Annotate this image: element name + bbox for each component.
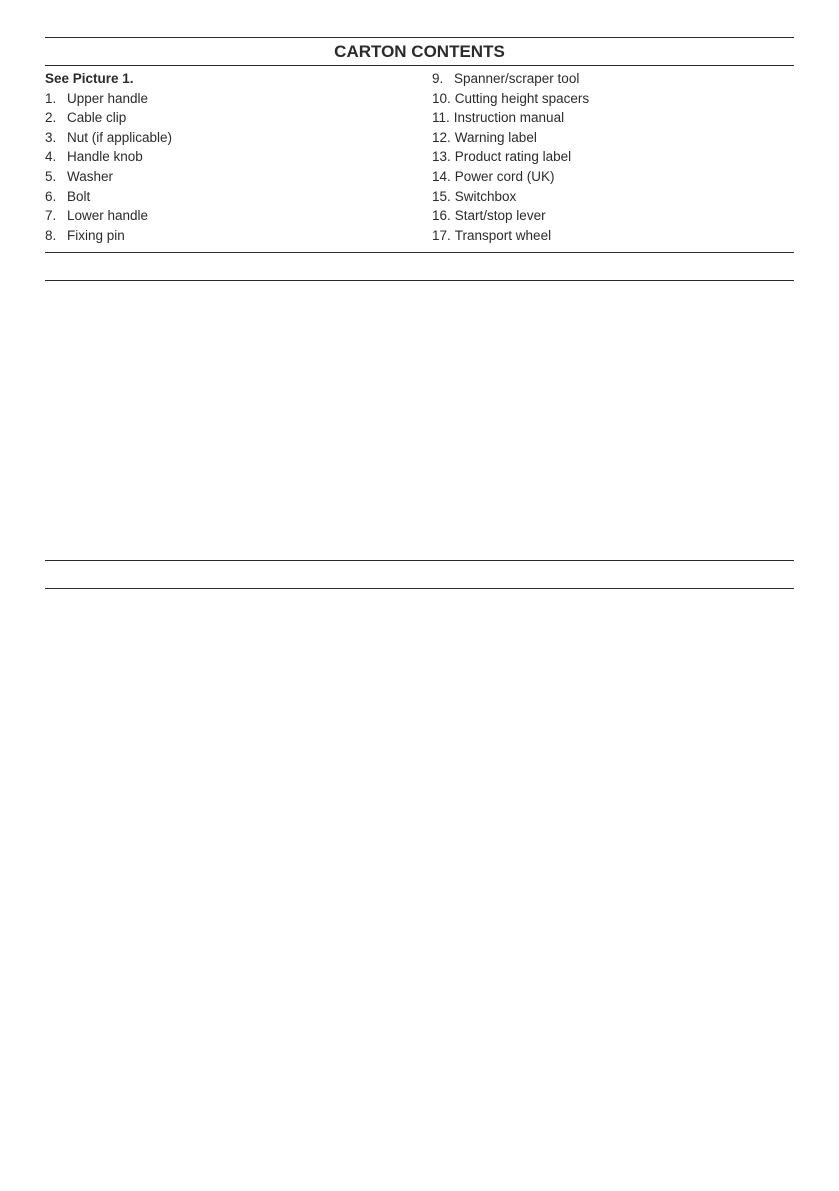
list-item: 2. Cable clip	[45, 110, 127, 126]
section-title: CARTON CONTENTS	[334, 42, 505, 61]
list-item: 14. Power cord (UK)	[432, 168, 555, 184]
list-item: 5. Washer	[45, 168, 114, 184]
list-item: 17. Transport wheel	[432, 227, 552, 243]
contents-right-column	[432, 69, 792, 245]
empty-section-top-rule	[45, 280, 794, 281]
carton-contents-top-rule	[45, 37, 794, 38]
list-item: 4. Handle knob	[45, 149, 143, 165]
second-empty-section-rule	[45, 588, 794, 589]
carton-contents-title-rule	[45, 65, 794, 66]
picture-reference: See Picture 1.	[45, 71, 134, 86]
list-item: 3. Nut (if applicable)	[45, 129, 173, 145]
contents-left-column	[45, 69, 405, 245]
list-item: 10. Cutting height spacers	[432, 90, 590, 106]
carton-contents-bottom-rule	[45, 252, 794, 253]
list-item: 16. Start/stop lever	[432, 208, 546, 224]
list-item: 13. Product rating label	[432, 149, 572, 165]
list-item: 7. Lower handle	[45, 208, 149, 224]
list-item: 8. Fixing pin	[45, 227, 125, 243]
empty-section-bottom-rule	[45, 560, 794, 561]
list-item: 11. Instruction manual	[432, 110, 565, 126]
list-item: 1. Upper handle	[45, 90, 149, 106]
list-item: 15. Switchbox	[432, 188, 517, 204]
list-item: 9. Spanner/scraper tool	[432, 71, 580, 86]
list-item: 12. Warning label	[432, 129, 537, 145]
list-item: 6. Bolt	[45, 188, 91, 204]
